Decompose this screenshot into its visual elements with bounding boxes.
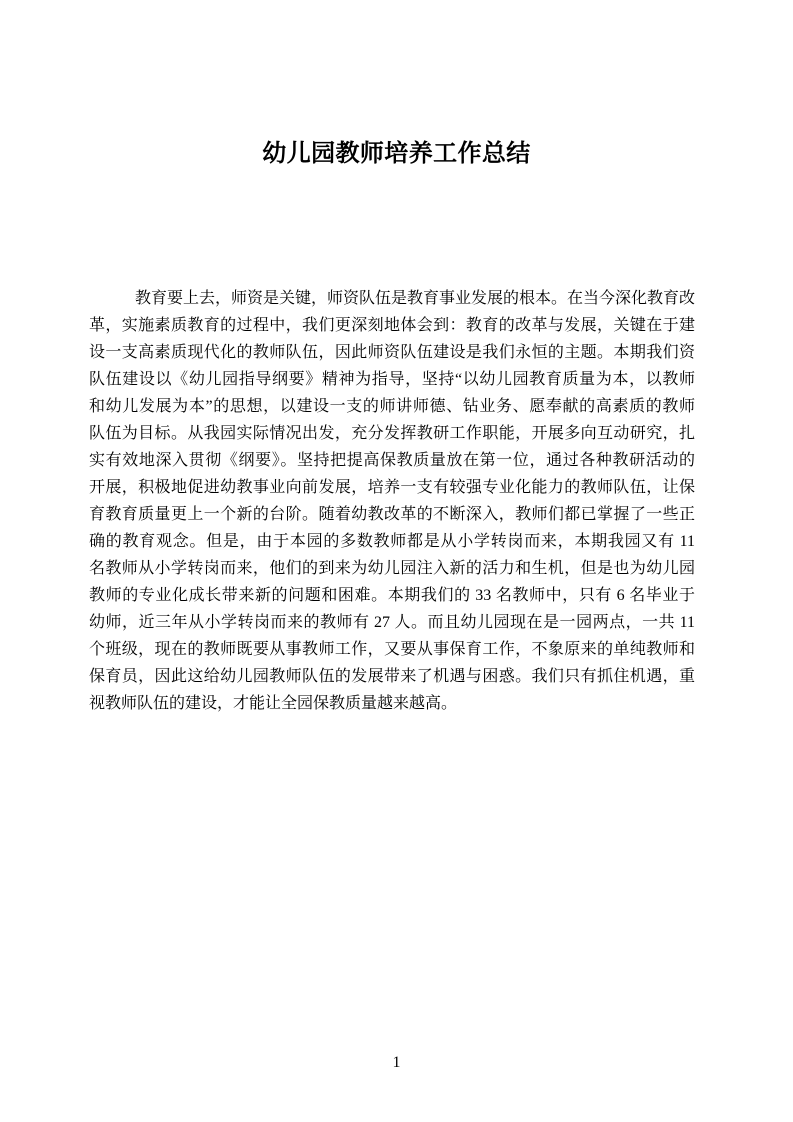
paragraph-line: 幼师，近三年从小学转岗而来的教师有 27 人。而且幼儿园现在是一园两点，一共 11 xyxy=(89,614,695,631)
body-paragraph xyxy=(89,285,695,717)
paragraph-line: 教师的专业化成长带来新的问题和困难。本期我们的 33 名教师中，只有 6 名毕业于 xyxy=(89,587,695,604)
paragraph-line: 确的教育观念。但是，由于本园的多数教师都是从小学转岗而来，本期我园又有 11 xyxy=(89,533,695,550)
paragraph-line: 设一支高素质现代化的教师队伍，因此师资队伍建设是我们永恒的主题。本期我们资 xyxy=(89,344,695,361)
paragraph-line: 实有效地深入贯彻《纲要》。坚持把提高保教质量放在第一位，通过各种教研活动的 xyxy=(89,452,695,469)
paragraph-line: 育教育质量更上一个新的台阶。随着幼教改革的不断深入，教师们都已掌握了一些正 xyxy=(89,506,695,523)
paragraph-line: 队伍建设以《幼儿园指导纲要》精神为指导，坚持“以幼儿园教育质量为本，以教师 xyxy=(89,371,695,388)
paragraph-line: 开展，积极地促进幼教事业向前发展，培养一支有较强专业化能力的教师队伍，让保 xyxy=(89,479,695,496)
paragraph-line: 保育员，因此这给幼儿园教师队伍的发展带来了机遇与困惑。我们只有抓住机遇，重 xyxy=(89,668,695,685)
paragraph-line: 视教师队伍的建设，才能让全园保教质量越来越高。 xyxy=(89,695,458,712)
paragraph-line: 和幼儿发展为本”的思想，以建设一支的师讲师德、钻业务、愿奉献的高素质的教师 xyxy=(89,398,695,415)
document-title: 幼儿园教师培养工作总结 xyxy=(262,140,531,167)
paragraph-line: 革，实施素质教育的过程中，我们更深刻地体会到：教育的改革与发展，关键在于建 xyxy=(89,317,695,334)
paragraph-line: 队伍为目标。从我园实际情况出发，充分发挥教研工作职能，开展多向互动研究，扎 xyxy=(89,425,695,442)
paragraph-line: 个班级，现在的教师既要从事教师工作，又要从事保育工作，不象原来的单纯教师和 xyxy=(89,641,695,658)
page-number: 1 xyxy=(392,1054,401,1071)
paragraph-line: 名教师从小学转岗而来，他们的到来为幼儿园注入新的活力和生机，但是也为幼儿园 xyxy=(89,560,695,577)
paragraph-line: 教育要上去，师资是关键，师资队伍是教育事业发展的根本。在当今深化教育改 xyxy=(135,290,696,307)
